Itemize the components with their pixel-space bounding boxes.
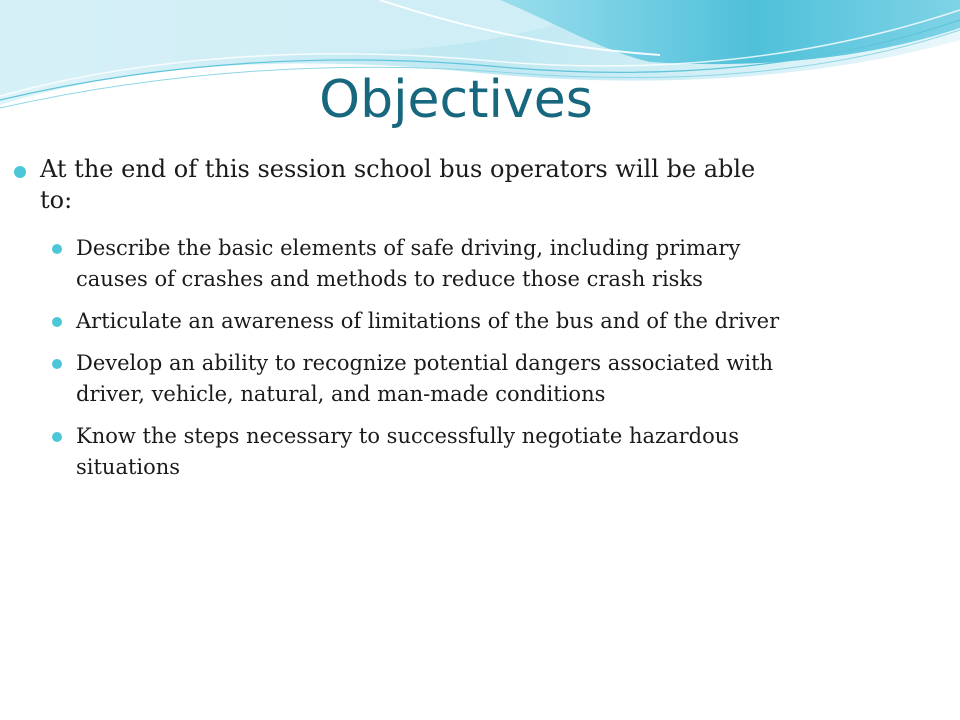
- sub-bullet-item: [14, 421, 794, 483]
- bullet-icon: [52, 432, 62, 442]
- bullet-icon: [14, 166, 26, 178]
- sub-bullet-text: Describe the basic elements of safe driving, including primary causes of crashes and methods to reduce those crash risks: [76, 236, 741, 291]
- sub-bullet-list: [14, 233, 794, 483]
- sub-bullet-text: Know the steps necessary to successfully negotiate hazardous situations: [76, 424, 740, 479]
- sub-bullet-item: [14, 233, 794, 295]
- bullet-icon: [52, 359, 62, 369]
- sub-bullet-text: Articulate an awareness of limitations of the bus and of the driver: [76, 309, 780, 333]
- content-area: [14, 154, 794, 494]
- bullet-icon: [52, 317, 62, 327]
- main-bullet-text: At the end of this session school bus operators will be able to:: [40, 155, 756, 214]
- sub-bullet-item: [14, 348, 794, 410]
- sub-bullet-text: Develop an ability to recognize potential dangers associated with driver, vehicle, natural, and man-made conditions: [76, 351, 774, 406]
- sub-bullet-item: [14, 306, 794, 337]
- slide-title: Objectives: [319, 70, 593, 130]
- main-bullet-item: [14, 154, 794, 216]
- bullet-icon: [52, 244, 62, 254]
